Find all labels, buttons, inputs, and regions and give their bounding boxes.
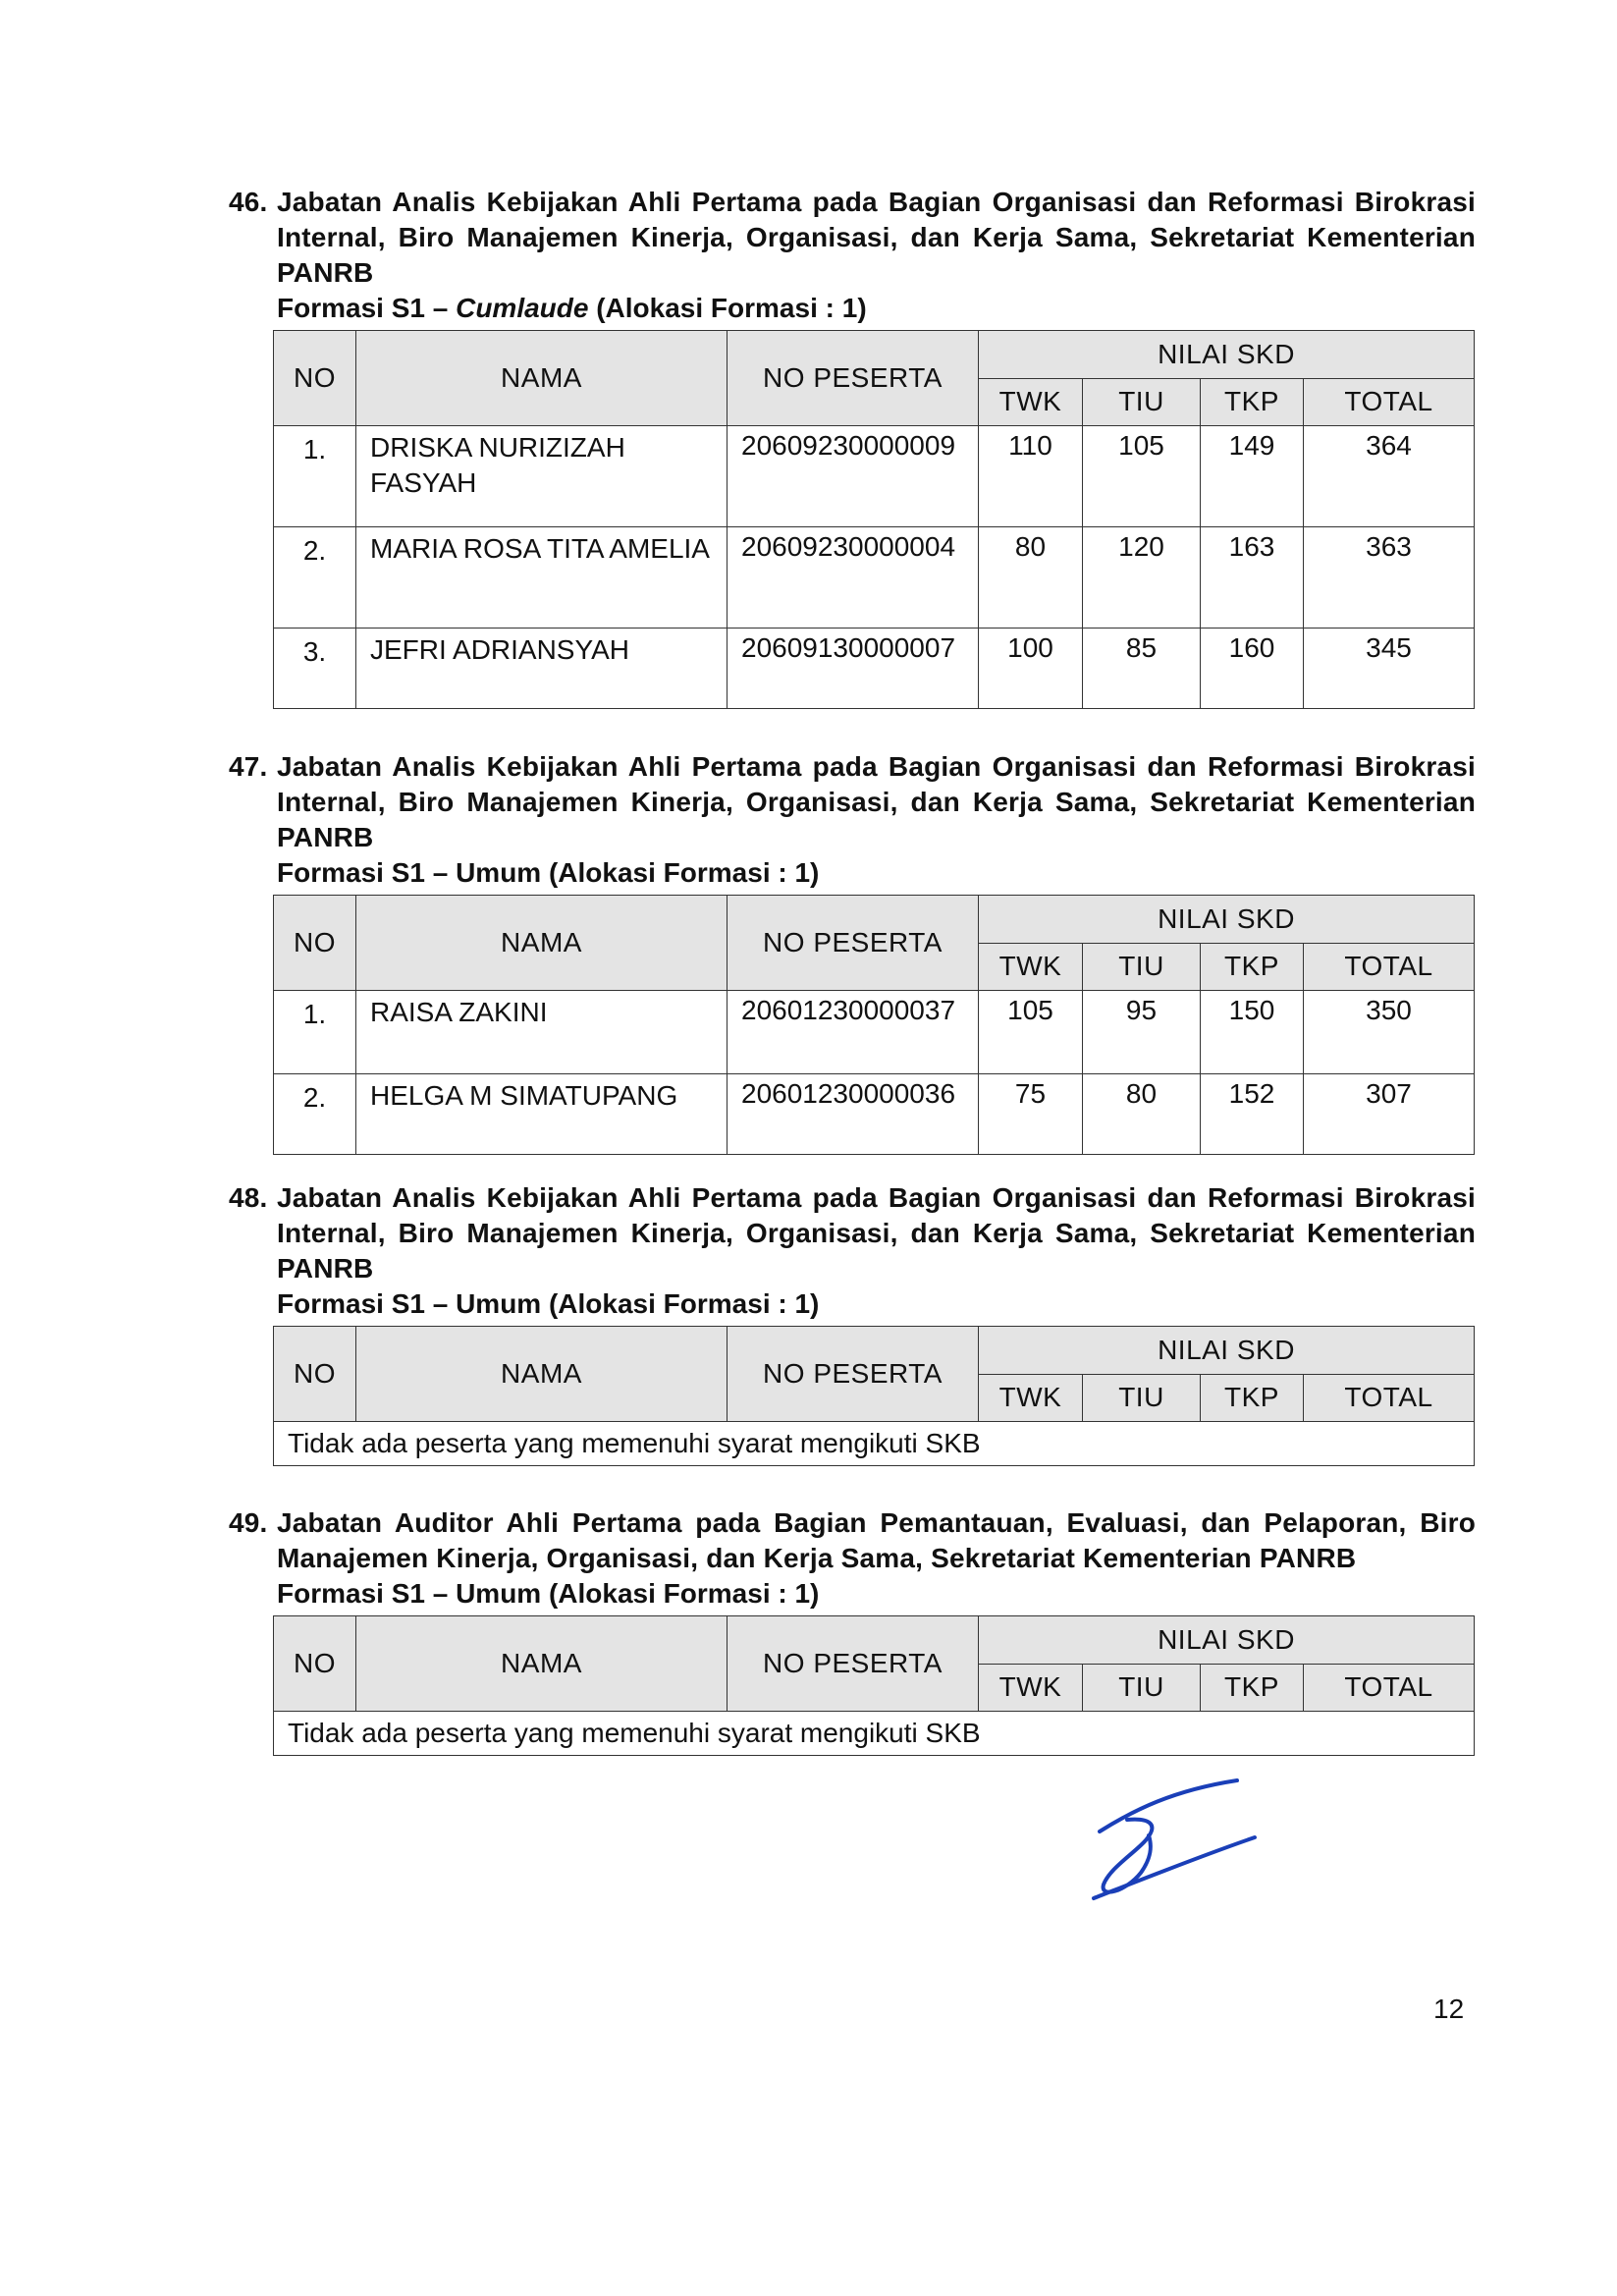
cell-twk: 110 [979,426,1083,527]
header-no-peserta: NO PESERTA [728,1327,979,1422]
header-no-peserta: NO PESERTA [728,1616,979,1712]
empty-note: Tidak ada peserta yang memenuhi syarat mengikuti SKB [274,1422,1475,1466]
header-no-peserta: NO PESERTA [728,331,979,426]
header-nilai-skd: NILAI SKD [979,1327,1475,1375]
results-table [273,1326,1475,1466]
header-no: NO [274,896,356,991]
header-no-peserta: NO PESERTA [728,896,979,991]
cell-no-peserta: 20601230000036 [728,1074,979,1155]
cell-total: 307 [1304,1074,1475,1155]
table-row [274,426,1475,527]
cell-total: 345 [1304,629,1475,709]
header-no: NO [274,1616,356,1712]
header-nama: NAMA [356,1327,728,1422]
empty-note: Tidak ada peserta yang memenuhi syarat mengikuti SKB [274,1712,1475,1756]
header-total: TOTAL [1304,1374,1475,1422]
header-tiu: TIU [1083,1664,1201,1712]
cell-tkp: 150 [1201,991,1304,1074]
header-tkp: TKP [1201,1664,1304,1712]
header-twk: TWK [979,1374,1083,1422]
formasi-line: Formasi S1 – Umum (Alokasi Formasi : 1) [277,857,820,888]
cell-nama: DRISKA NURIZIZAH FASYAH [356,426,728,527]
section-heading [229,749,1476,855]
cell-twk: 100 [979,629,1083,709]
formasi-prefix: Formasi S1 – [277,293,457,323]
cell-no-peserta: 20601230000037 [728,991,979,1074]
signature-mark [1080,1763,1276,1940]
section-number: 46. [229,187,268,217]
section-47 [229,749,1476,1155]
header-total: TOTAL [1304,1664,1475,1712]
cell-tiu: 120 [1083,527,1201,629]
table-row [274,1422,1475,1466]
cell-no-peserta: 20609130000007 [728,629,979,709]
section-title: Jabatan Analis Kebijakan Ahli Pertama pada Bagian Organisasi dan Reformasi Birokrasi Internal, Biro Manajemen Kinerja, Organisasi, dan Kerja Sama, Sekretariat Kementerian PANRB [277,1182,1476,1284]
formasi-line: Formasi S1 – Umum (Alokasi Formasi : 1) [277,1578,820,1609]
cell-nama: RAISA ZAKINI [356,991,728,1074]
section-title: Jabatan Auditor Ahli Pertama pada Bagian Pemantauan, Evaluasi, dan Pelaporan, Biro Manajemen Kinerja, Organisasi, dan Kerja Sama, Sekretariat Kementerian PANRB [277,1507,1476,1573]
cell-no: 2. [274,527,356,629]
cell-nama: MARIA ROSA TITA AMELIA [356,527,728,629]
table-row [274,1712,1475,1756]
cell-twk: 80 [979,527,1083,629]
cell-no: 2. [274,1074,356,1155]
cell-twk: 105 [979,991,1083,1074]
section-title: Jabatan Analis Kebijakan Ahli Pertama pada Bagian Organisasi dan Reformasi Birokrasi Internal, Biro Manajemen Kinerja, Organisasi, dan Kerja Sama, Sekretariat Kementerian PANRB [277,187,1476,288]
formasi-line: Formasi S1 – Umum (Alokasi Formasi : 1) [277,1288,820,1319]
cell-nama: HELGA M SIMATUPANG [356,1074,728,1155]
header-nama: NAMA [356,331,728,426]
cell-total: 364 [1304,426,1475,527]
section-49 [229,1505,1476,1756]
cell-tkp: 152 [1201,1074,1304,1155]
table-row [274,629,1475,709]
header-tiu: TIU [1083,378,1201,426]
table-row [274,527,1475,629]
header-nilai-skd: NILAI SKD [979,331,1475,379]
section-title: Jabatan Analis Kebijakan Ahli Pertama pada Bagian Organisasi dan Reformasi Birokrasi Internal, Biro Manajemen Kinerja, Organisasi, dan Kerja Sama, Sekretariat Kementerian PANRB [277,751,1476,852]
header-total: TOTAL [1304,943,1475,991]
section-number: 49. [229,1507,268,1538]
cell-tkp: 149 [1201,426,1304,527]
header-nama: NAMA [356,1616,728,1712]
results-table [273,1615,1475,1756]
section-heading [229,1180,1476,1286]
cell-twk: 75 [979,1074,1083,1155]
header-twk: TWK [979,1664,1083,1712]
cell-tkp: 160 [1201,629,1304,709]
header-tkp: TKP [1201,943,1304,991]
header-tiu: TIU [1083,1374,1201,1422]
page-number: 12 [1433,1994,1465,2024]
cell-tiu: 85 [1083,629,1201,709]
cell-total: 350 [1304,991,1475,1074]
cell-tiu: 80 [1083,1074,1201,1155]
header-tkp: TKP [1201,378,1304,426]
header-twk: TWK [979,943,1083,991]
header-tkp: TKP [1201,1374,1304,1422]
results-table [273,895,1475,1155]
section-number: 48. [229,1182,268,1213]
formasi-line [277,291,1476,326]
cell-no: 3. [274,629,356,709]
formasi-emphasis: Cumlaude [456,293,589,323]
header-nama: NAMA [356,896,728,991]
header-no: NO [274,331,356,426]
cell-nama: JEFRI ADRIANSYAH [356,629,728,709]
header-twk: TWK [979,378,1083,426]
signature-stroke-loop [1104,1820,1153,1892]
section-48 [229,1180,1476,1466]
cell-no-peserta: 20609230000004 [728,527,979,629]
header-nilai-skd: NILAI SKD [979,896,1475,944]
header-no: NO [274,1327,356,1422]
cell-tiu: 95 [1083,991,1201,1074]
cell-tkp: 163 [1201,527,1304,629]
cell-total: 363 [1304,527,1475,629]
cell-no: 1. [274,991,356,1074]
cell-no-peserta: 20609230000009 [728,426,979,527]
signature-stroke-top [1100,1780,1237,1831]
section-number: 47. [229,751,268,782]
header-total: TOTAL [1304,378,1475,426]
results-table [273,330,1475,709]
cell-tiu: 105 [1083,426,1201,527]
table-row [274,1074,1475,1155]
formasi-suffix: (Alokasi Formasi : 1) [588,293,867,323]
table-row [274,991,1475,1074]
section-46 [229,185,1476,709]
header-nilai-skd: NILAI SKD [979,1616,1475,1665]
section-heading [229,1505,1476,1576]
header-tiu: TIU [1083,943,1201,991]
section-heading [229,185,1476,291]
cell-no: 1. [274,426,356,527]
